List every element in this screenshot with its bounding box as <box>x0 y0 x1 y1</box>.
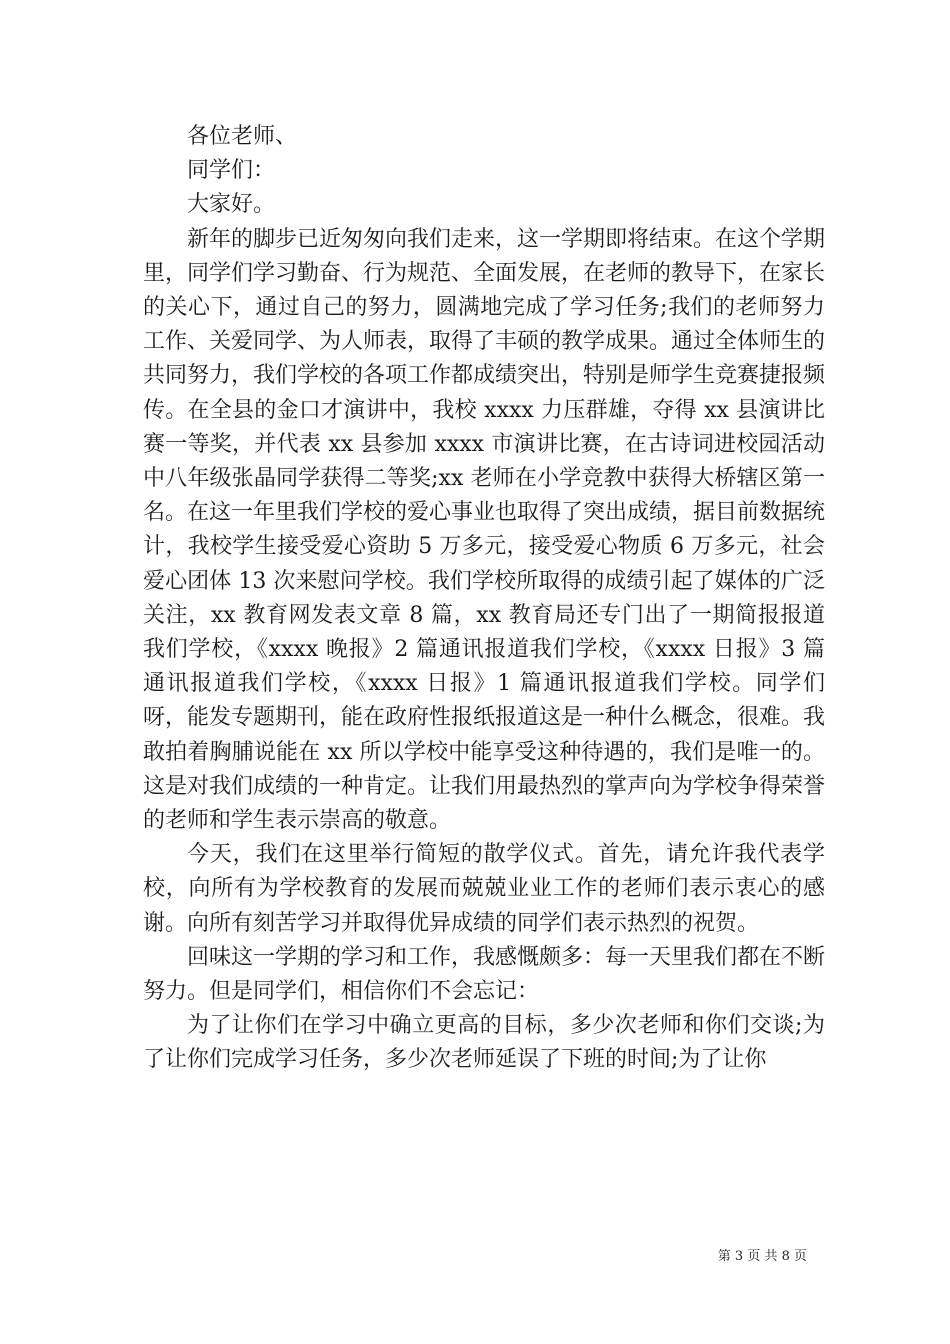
body-paragraph: 新年的脚步已近匆匆向我们走来，这一学期即将结束。在这个学期里，同学们学习勤奋、行为规范、全面发展，在老师的教导下，在家长的关心下，通过自己的努力，圆满地完成了学习任务;我们的老师努力工作、关爱同学、为人师表，取得了丰硕的教学成果。通过全体师生的共同努力，我们学校的各项工作都成绩突出，特别是师学生竞赛捷报频传。在全县的金口才演讲中，我校 xxxx 力压群雄，夺得 xx 县演讲比赛一等奖，并代表 xx 县参加 xxxx 市演讲比赛，在古诗词进校园活动中八年级张晶同学获得二等奖;xx 老师在小学竞教中获得大桥辖区第一名。在这一年里我们学校的爱心事业也取得了突出成绩，据目前数据统计，我校学生接受爱心资助 5 万多元，接受爱心物质 6 万多元，社会爱心团体 13 次来慰问学校。我们学校所取得的成绩引起了媒体的广泛关注，xx 教育网发表文章 8 篇，xx 教育局还专门出了一期简报报道我们学校，《xxxx 晚报》2 篇通讯报道我们学校，《xxxx 日报》3 篇通讯报道我们学校，《xxxx 日报》1 篇通讯报道我们学校。同学们呀，能发专题期刊，能在政府性报纸报道这是一种什么概念，很难。我敢拍着胸脯说能在 xx 所以学校中能享受这种待遇的，我们是唯一的。这是对我们成绩的一种肯定。让我们用最热烈的掌声向为学校争得荣誉的老师和学生表示崇高的敬意。 <box>143 226 826 834</box>
body-paragraph: 为了让你们在学习中确立更高的目标，多少次老师和你们交谈;为了让你们完成学习任务，多少次老师延误了下班的时间;为了让你 <box>143 1013 825 1073</box>
greeting-line: 大家好。 <box>187 192 276 218</box>
body-paragraph: 回味这一学期的学习和工作，我感慨颇多：每一天里我们都在不断努力。但是同学们，相信你们不会忘记： <box>143 944 826 1005</box>
greeting-line: 同学们： <box>187 158 276 184</box>
greeting-line: 各位老师、 <box>187 124 298 149</box>
body-paragraph: 今天，我们在这里举行简短的散学仪式。首先，请允许我代表学校，向所有为学校教育的发展而兢兢业业工作的老师们表示衷心的感谢。向所有刻苦学习并取得优异成绩的同学们表示热烈的祝贺。 <box>143 842 825 936</box>
page-number: 第 3 页 共 8 页 <box>717 1249 807 1264</box>
document-body <box>143 120 825 1078</box>
